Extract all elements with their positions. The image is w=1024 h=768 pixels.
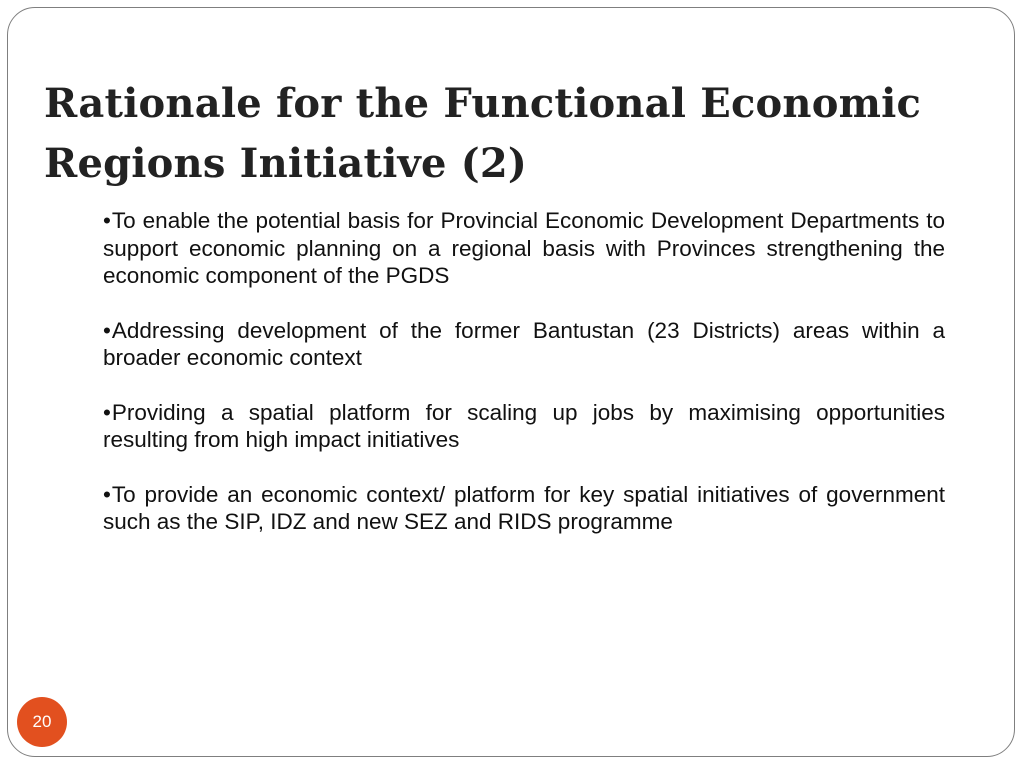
bullet-text: To enable the potential basis for Provincial Economic Development Departments to support economic planning on a regional basis with Provinces strengthening the economic component of the PGDS [103, 208, 945, 288]
bullet-icon: • [103, 399, 111, 425]
bullet-text: To provide an economic context/ platform for key spatial initiatives of government such as the SIP, IDZ and new SEZ and RIDS programme [103, 481, 945, 534]
bullet-icon: • [103, 317, 111, 343]
bullet-item [103, 481, 945, 536]
bullet-list [103, 207, 945, 563]
slide-frame [7, 7, 1015, 757]
slide-title: Rationale for the Functional Economic Regions Initiative (2) [44, 80, 922, 187]
bullet-text: Addressing development of the former Bantustan (23 Districts) areas within a broader economic context [103, 317, 945, 370]
bullet-item [103, 207, 945, 290]
bullet-item [103, 317, 945, 372]
bullet-icon: • [103, 481, 111, 507]
bullet-text: Providing a spatial platform for scaling up jobs by maximising opportunities resulting from high impact initiatives [103, 399, 945, 452]
bullet-icon: • [103, 208, 111, 233]
page-number-badge: 20 [17, 697, 67, 747]
bullet-item [103, 399, 945, 454]
